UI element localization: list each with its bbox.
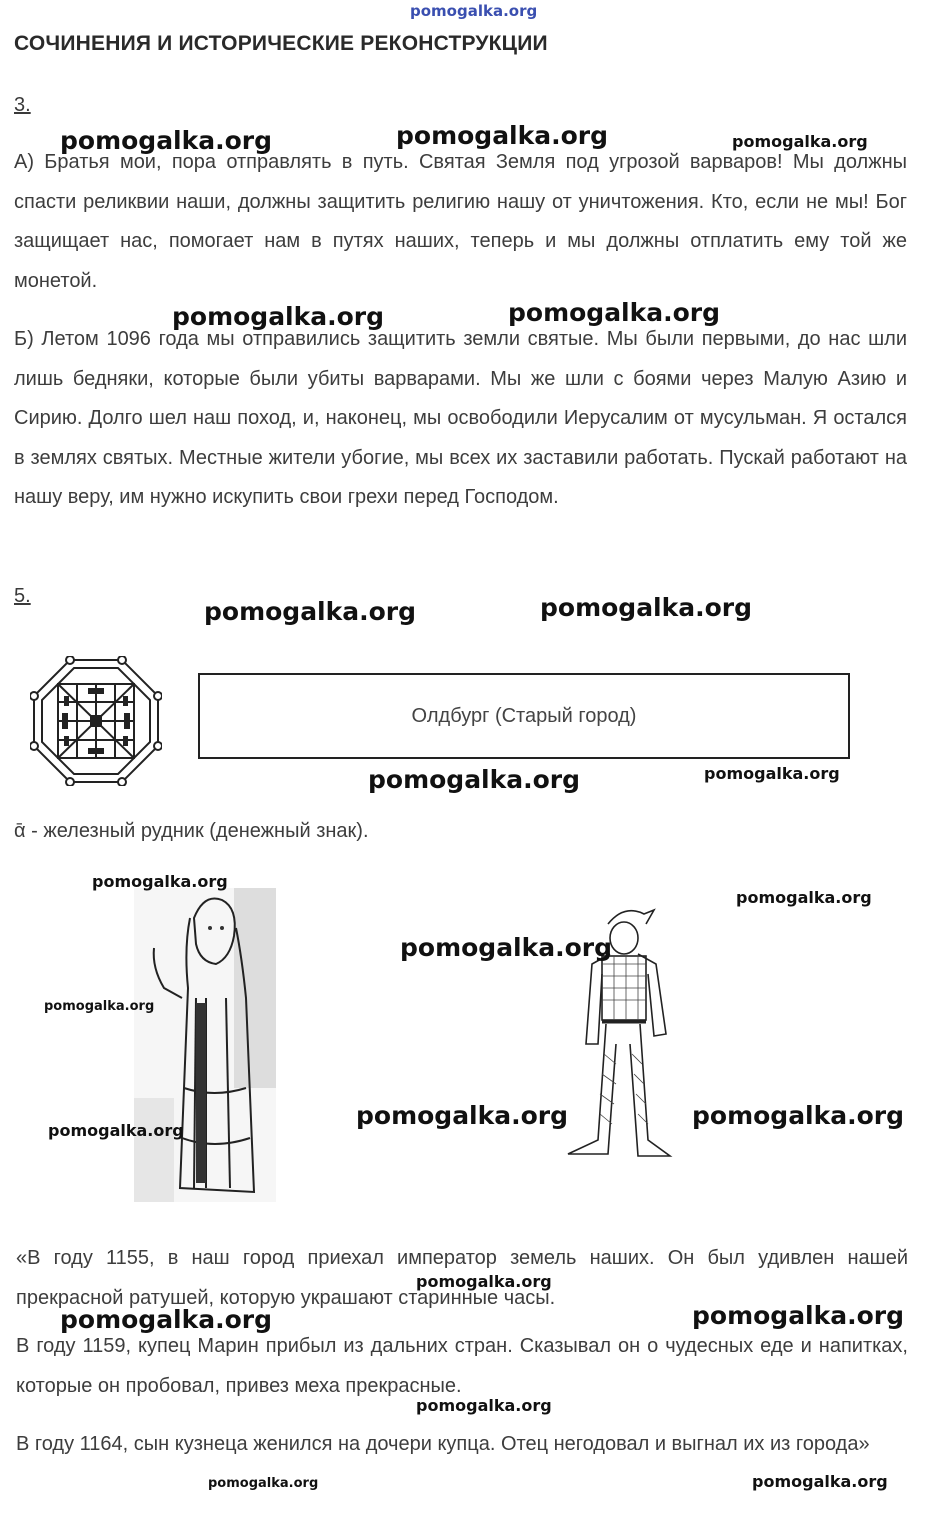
watermark: pomogalka.org [508, 298, 721, 327]
city-emblem-image [30, 656, 162, 786]
chronicle-paragraph-1: «В году 1155, в наш город приехал император земель наших. Он был удивлен нашей прекрасной ратушей, которую украшают старинные часы. [16, 1247, 908, 1309]
watermark: pomogalka.org [692, 1301, 905, 1330]
task-5-number: 5. [14, 585, 31, 607]
watermark: pomogalka.org [44, 999, 155, 1014]
chronicle-paragraph-2: В году 1159, купец Марин прибыл из дальних стран. Сказывал он о чудесных еде и напитках, которые он пробовал, привез меха прекрасные. [16, 1335, 908, 1397]
medieval-woman-illustration [134, 888, 276, 1202]
task-3-paragraph-b: Б) Летом 1096 года мы отправились защитить земли святые. Мы были первыми, до нас шли лишь бедняки, которые были убиты варварами. Мы же шли с боями через Малую Азию и Сирию. Долго шел наш поход, и, наконец, мы освободили Иерусалим от мусульман. Я остался в землях святых. Местные жители убогие, мы всех их заставили работать. Пускай работают на нашу веру, им нужно искупить свои грехи перед Господом. [14, 328, 907, 508]
watermark: pomogalka.org [704, 764, 840, 783]
watermark: pomogalka.org [172, 302, 385, 331]
page-title: СОЧИНЕНИЯ И ИСТОРИЧЕСКИЕ РЕКОНСТРУКЦИИ [14, 32, 548, 55]
watermark: pomogalka.org [732, 132, 868, 151]
site-watermark-top: pomogalka.org [410, 2, 538, 20]
watermark: pomogalka.org [60, 126, 273, 155]
watermark: pomogalka.org [736, 888, 872, 907]
watermark: pomogalka.org [540, 593, 753, 622]
task-3-number: 3. [14, 94, 31, 116]
watermark: pomogalka.org [752, 1472, 888, 1491]
task-3-paragraph-a: А) Братья мои, пора отправлять в путь. Святая Земля под угрозой варваров! Мы должны спасти реликвии наши, должны защитить религию нашу от уничтожения. Кто, если не мы! Бог защищает нас, помогает нам в путях наших, теперь и мы должны отплатить ему той же монетой. [14, 151, 907, 292]
watermark: pomogalka.org [356, 1101, 569, 1130]
watermark: pomogalka.org [92, 872, 228, 891]
legend-note: ᾱ - железный рудник (денежный знак). [14, 820, 369, 842]
city-name-box [198, 673, 850, 759]
watermark: pomogalka.org [208, 1476, 319, 1491]
chronicle-paragraph-3: В году 1164, сын кузнеца женился на дочери купца. Отец негодовал и выгнал их из города» [16, 1433, 870, 1455]
watermark: pomogalka.org [692, 1101, 905, 1130]
city-name-label: Олдбург (Старый город) [411, 704, 637, 727]
watermark: pomogalka.org [48, 1121, 184, 1140]
watermark: pomogalka.org [416, 1396, 552, 1415]
watermark: pomogalka.org [416, 1272, 552, 1291]
watermark: pomogalka.org [400, 933, 613, 962]
watermark: pomogalka.org [368, 765, 581, 794]
watermark: pomogalka.org [396, 121, 609, 150]
watermark: pomogalka.org [60, 1305, 273, 1334]
watermark: pomogalka.org [204, 597, 417, 626]
